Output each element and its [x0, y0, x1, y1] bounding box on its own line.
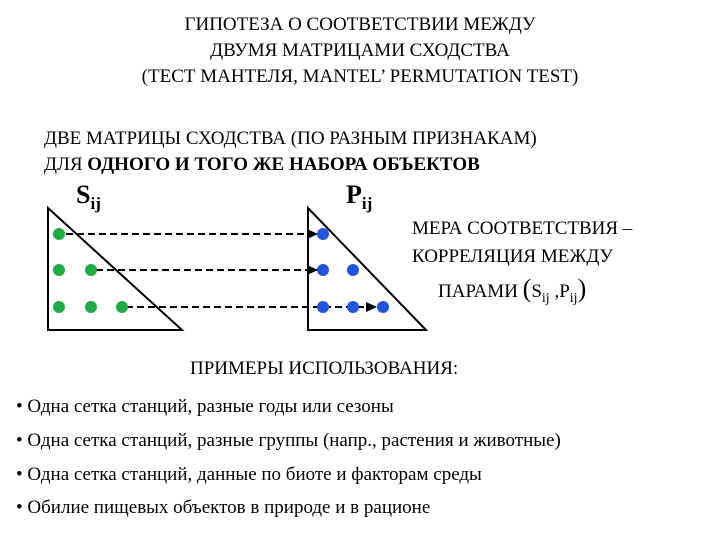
matrix-s-triangle: [48, 208, 182, 330]
examples-heading: ПРИМЕРЫ ИСПОЛЬЗОВАНИЯ:: [190, 358, 459, 379]
example-item: • Одна сетка станций, разные годы или сезоны: [16, 396, 394, 417]
example-item: • Одна сетка станций, данные по биоте и факторам среды: [16, 464, 482, 485]
p-point: [347, 301, 359, 313]
s-point: [53, 264, 65, 276]
p-point: [347, 264, 359, 276]
intro-line-2-normal: ДЛЯ: [44, 154, 88, 175]
matrix-p-label: $P_{ij}$: [346, 180, 373, 214]
measure-line-1: МЕРА СООТВЕТСТВИЯ –: [412, 218, 633, 239]
p-point: [317, 228, 329, 240]
intro-line-2-bold: ОДНОГО И ТОГО ЖЕ НАБОРА ОБЪЕКТОВ: [87, 154, 480, 175]
p-point: [317, 264, 329, 276]
s-point: [85, 264, 97, 276]
example-item: • Обилие пищевых объектов в природе и в рационе: [16, 497, 431, 518]
measure-line-3: ПАРАМИ ($S_{ij}$ $,P_{ij}$): [438, 274, 587, 306]
title-line-2: ДВУМЯ МАТРИЦАМИ СХОДСТВА: [210, 40, 510, 61]
arrowhead-3: [366, 302, 377, 312]
s-point: [53, 301, 65, 313]
intro-line-1: ДВЕ МАТРИЦЫ СХОДСТВА (ПО РАЗНЫМ ПРИЗНАКАМ): [44, 128, 537, 149]
title-line-1: ГИПОТЕЗА О СООТВЕТСТВИИ МЕЖДУ: [184, 14, 536, 35]
title-line-3: (ТЕСТ МАНТЕЛЯ, MANTEL’ PERMUTATION TEST): [141, 66, 579, 87]
measure-line-2: КОРРЕЛЯЦИЯ МЕЖДУ: [412, 246, 614, 267]
s-point: [85, 301, 97, 313]
s-point: [53, 228, 65, 240]
arrowhead-1: [307, 229, 318, 239]
s-point: [116, 301, 128, 313]
matrix-s-label: $S_{ij}$: [76, 180, 101, 214]
arrowhead-2: [307, 265, 318, 275]
example-item: • Одна сетка станций, разные группы (напр., растения и животные): [16, 430, 561, 451]
p-point: [377, 301, 389, 313]
p-point: [317, 301, 329, 313]
